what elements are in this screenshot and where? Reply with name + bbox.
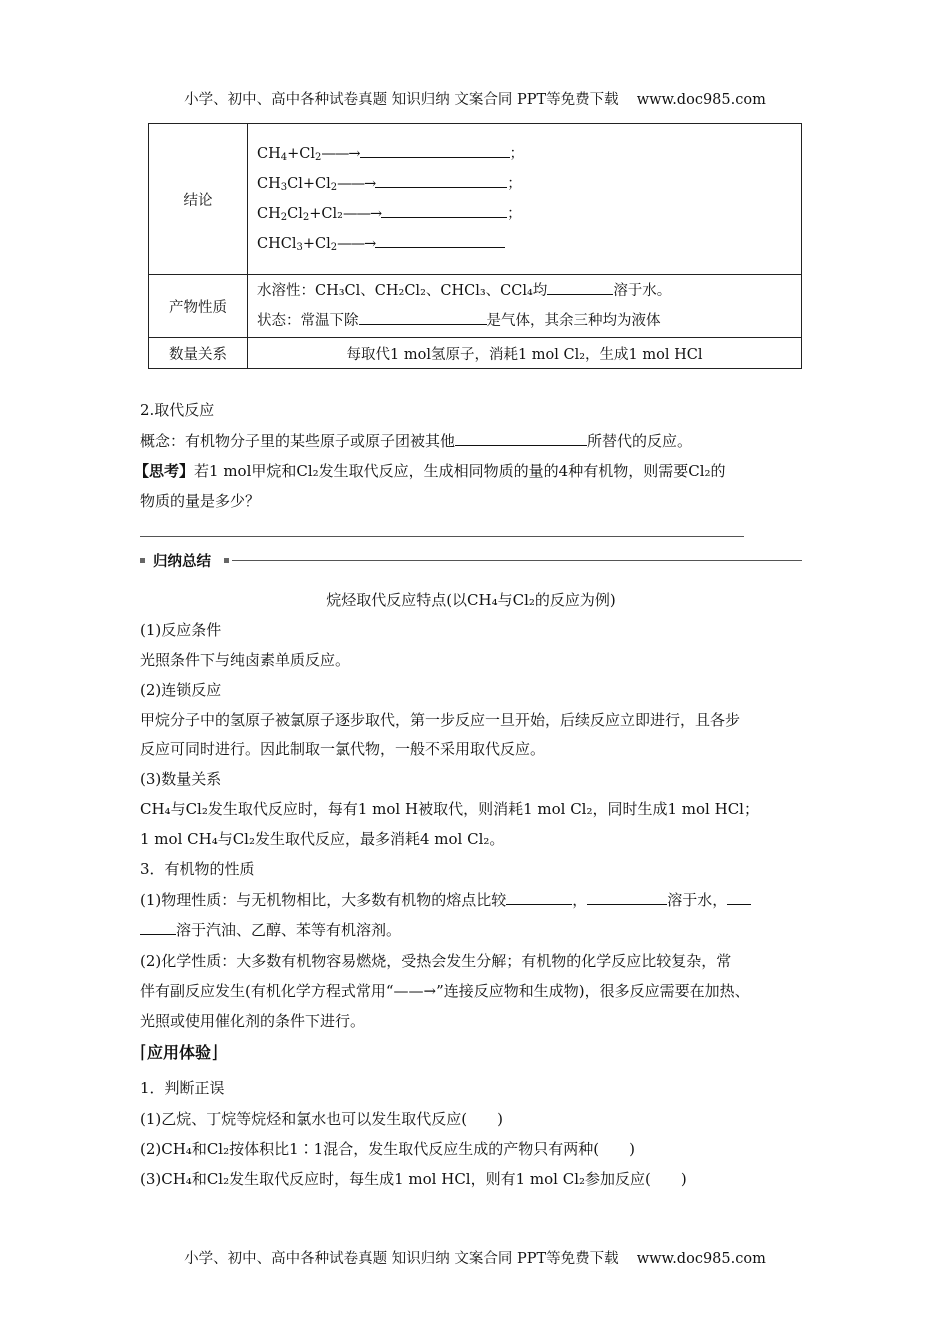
question-item: (2)CH₄和Cl₂按体积比1∶1混合，发生取代反应生成的产物只有两种( ) [140, 1140, 635, 1158]
bracket-left-icon: ⌈ [140, 1042, 148, 1063]
answer-blank[interactable] [140, 920, 176, 935]
summary-divider [140, 550, 802, 572]
reaction-arrow-icon: ——→ [342, 206, 382, 222]
property-label: 产物性质 [149, 275, 248, 338]
conclusion-cell [248, 124, 802, 275]
summary-line: (1)反应条件 [140, 621, 222, 639]
question-title: 1．判断正误 [140, 1079, 225, 1097]
answer-blank[interactable] [506, 890, 572, 905]
property-cell [248, 275, 802, 338]
state-line: 状态：常温下除 是气体，其余三种均为液体 [257, 306, 801, 336]
divider-rule [232, 560, 802, 561]
answer-slot[interactable] [599, 1140, 629, 1154]
summary-line: 反应可同时进行。因此制取一氯代物，一般不采用取代反应。 [140, 740, 546, 758]
think-label: 【思考】 [134, 462, 195, 480]
page-header [0, 88, 950, 109]
reaction-arrow-icon: ——→ [321, 146, 360, 162]
summary-line: 光照条件下与纯卤素单质反应。 [140, 651, 351, 669]
equation-row: $CH_3Cl+Cl_2——\to$ ； [257, 169, 801, 199]
square-bullet-icon [140, 558, 145, 563]
equation-row: $CHCl_3+Cl_2——\to$ [257, 229, 801, 259]
solubility-line: 水溶性：CH₃Cl、CH₂Cl₂、CHCl₃、CCl₄均 溶于水。 [257, 276, 801, 306]
footer-site: www.doc985.com [636, 1251, 766, 1267]
answer-blank[interactable] [375, 173, 507, 188]
answer-blank[interactable] [381, 203, 507, 218]
page-footer [0, 1247, 950, 1268]
conclusion-label: 结论 [149, 124, 248, 275]
reaction-arrow-icon: ——→ [337, 176, 376, 192]
summary-label: 归纳总结 [153, 554, 211, 570]
equation-row: $CH_4+Cl_2——\to$ ； [257, 139, 801, 169]
answer-blank[interactable] [727, 890, 751, 905]
summary-line: CH₄与Cl₂发生取代反应时，每有1 mol H被取代，则消耗1 mol Cl₂，同时生成1 mol HCl； [140, 800, 759, 818]
answer-slot[interactable] [467, 1110, 497, 1124]
summary-title: 烷烃取代反应特点(以CH₄与Cl₂的反应为例) [326, 591, 616, 609]
answer-blank[interactable] [360, 143, 510, 158]
bracket-right-icon: ⌋ [211, 1042, 219, 1063]
answer-blank[interactable] [587, 890, 667, 905]
physical-property-line-2: 溶于汽油、乙醇、苯等有机溶剂。 [140, 919, 401, 940]
summary-line: (3)数量关系 [140, 770, 222, 788]
equation-row: $CH_2Cl_2+Cl_2——\to$ ； [257, 199, 801, 229]
answer-line[interactable] [140, 536, 744, 537]
summary-line: 甲烷分子中的氢原子被氯原子逐步取代，第一步反应一旦开始，后续反应立即进行，且各步 [140, 711, 741, 729]
think-line-2: 物质的量是多少？ [140, 492, 261, 510]
think-line-1: 【思考】若1 mol甲烷和Cl₂发生取代反应，生成相同物质的量的4种有机物，则需要Cl₂的 [134, 462, 726, 480]
quantity-label: 数量关系 [149, 338, 248, 369]
section3-title: 3．有机物的性质 [140, 860, 255, 878]
answer-blank[interactable] [359, 310, 487, 325]
application-label: 应用体验 [147, 1043, 212, 1062]
reaction-table [148, 123, 802, 369]
answer-blank[interactable] [547, 280, 613, 295]
physical-property-line: (1)物理性质：与无机物相比，大多数有机物的熔点比较 ， 溶于水， [140, 889, 751, 910]
application-heading [140, 1040, 218, 1063]
chemical-property-line: (2)化学性质：大多数有机物容易燃烧，受热会发生分解；有机物的化学反应比较复杂，常 [140, 952, 732, 970]
question-item: (3)CH₄和Cl₂发生取代反应时，每生成1 mol HCl，则有1 mol Cl₂参加反应( ) [140, 1170, 687, 1188]
quantity-text: 每取代1 mol氢原子，消耗1 mol Cl₂，生成1 mol HCl [248, 338, 802, 369]
header-text: 小学、初中、高中各种试卷真题 知识归纳 文案合同 PPT等免费下载 [184, 92, 619, 108]
chemical-property-line: 光照或使用催化剂的条件下进行。 [140, 1012, 366, 1030]
summary-line: 1 mol CH₄与Cl₂发生取代反应，最多消耗4 mol Cl₂。 [140, 830, 505, 848]
answer-blank[interactable] [375, 233, 505, 248]
square-bullet-icon [224, 558, 229, 563]
reaction-arrow-icon: ——→ [337, 236, 376, 252]
chemical-property-line: 伴有副反应发生(有机化学方程式常用“——→”连接反应物和生成物)，很多反应需要在加热、 [140, 982, 750, 1000]
concept-line: 概念：有机物分子里的某些原子或原子团被其他 所替代的反应。 [140, 432, 693, 450]
header-site: www.doc985.com [636, 92, 766, 108]
question-item: (1)乙烷、丁烷等烷烃和氯水也可以发生取代反应( ) [140, 1110, 503, 1128]
section2-title: 2.取代反应 [140, 401, 215, 419]
answer-slot[interactable] [651, 1170, 681, 1184]
answer-blank[interactable] [455, 431, 587, 446]
footer-text: 小学、初中、高中各种试卷真题 知识归纳 文案合同 PPT等免费下载 [184, 1251, 619, 1267]
summary-line: (2)连锁反应 [140, 681, 222, 699]
